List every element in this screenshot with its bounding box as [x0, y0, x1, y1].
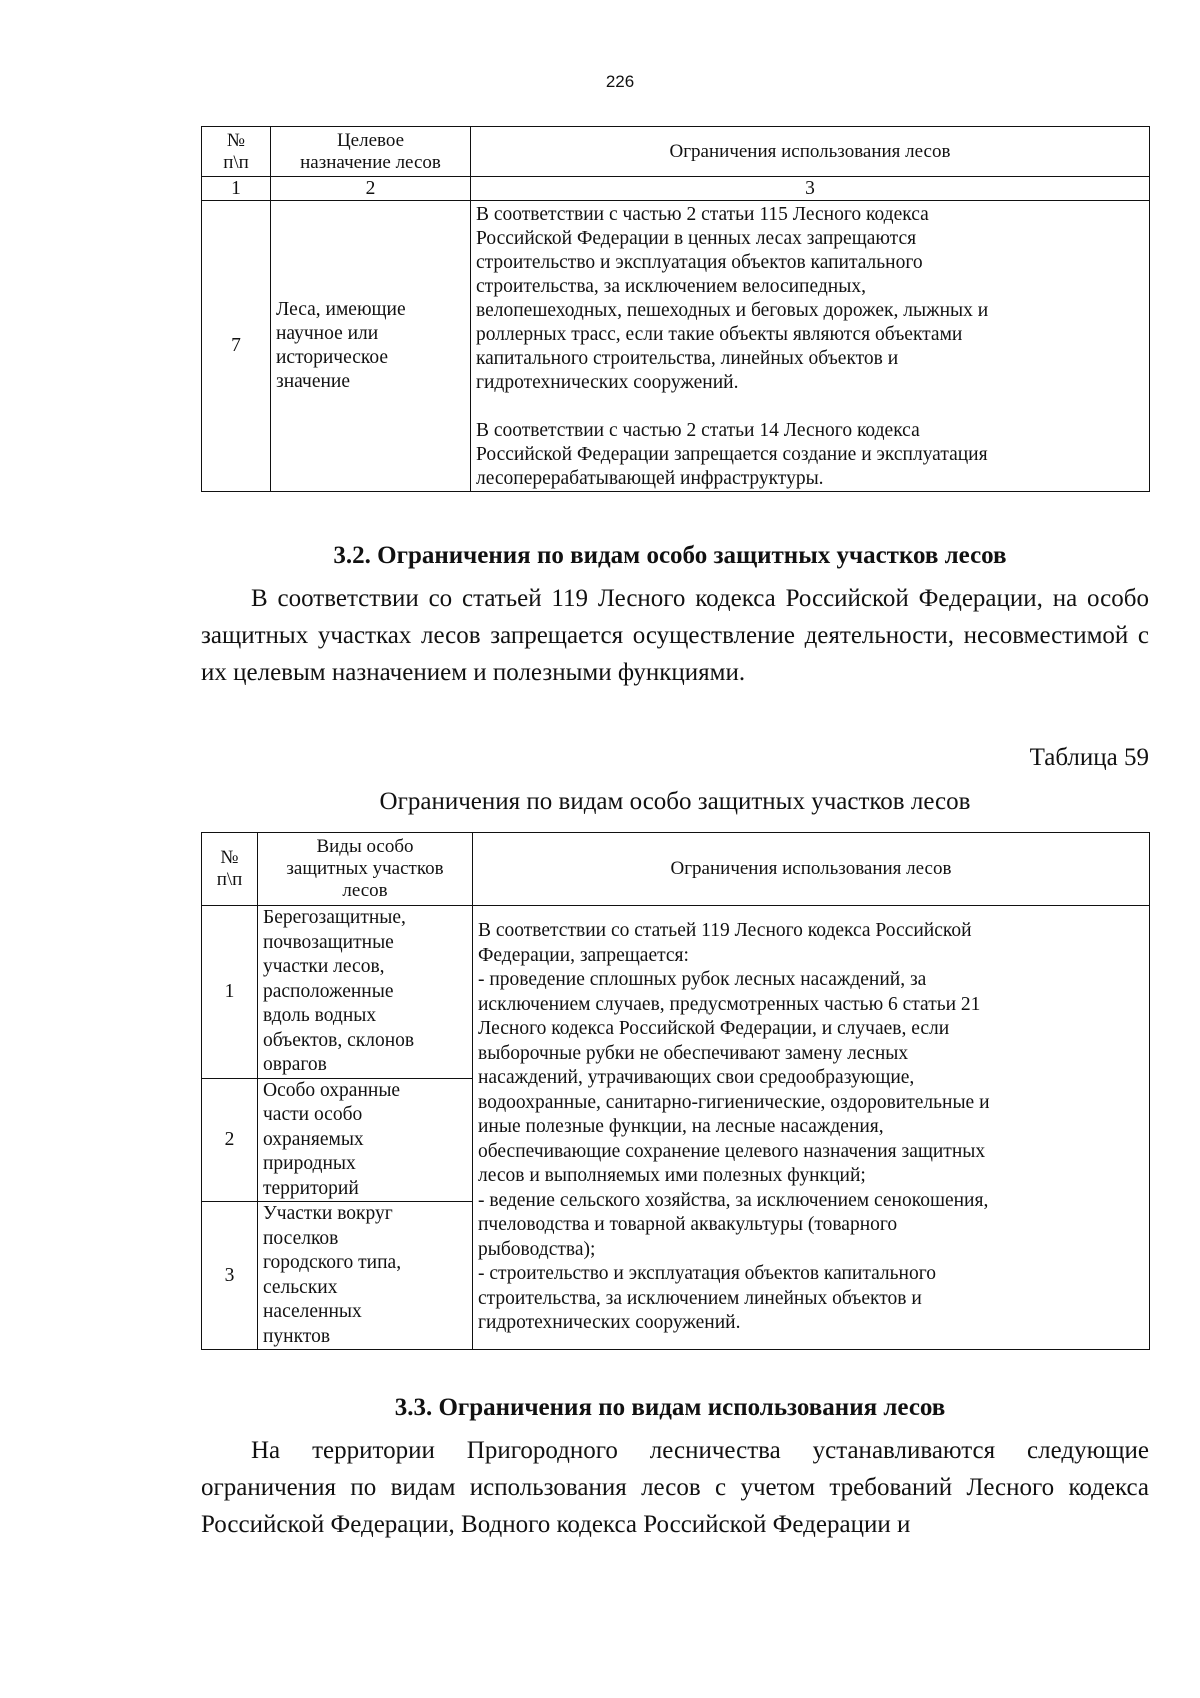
table-protective-forest-areas	[201, 832, 1150, 1350]
column-number-2: 2	[271, 177, 471, 201]
header-cell-area-type: Виды особо защитных участков лесов	[258, 833, 473, 906]
area-type-cell: Участки вокруг поселков городского типа, сельских населенных пунктов	[258, 1202, 473, 1350]
column-number-row	[202, 177, 1150, 201]
table-row	[202, 906, 1150, 1079]
row-number: 2	[202, 1078, 258, 1202]
header-cell-restrictions: Ограничения использования лесов	[471, 127, 1150, 177]
row-number: 3	[202, 1202, 258, 1350]
forest-purpose-cell: Леса, имеющие научное или историческое значение	[271, 201, 471, 492]
header-cell-number: № п\п	[202, 127, 271, 177]
row-number: 7	[202, 201, 271, 492]
table-title: Ограничения по видам особо защитных участков лесов	[379, 788, 971, 815]
page-number: 226	[605, 72, 635, 91]
restriction-paragraph-2: В соответствии с частью 2 статьи 14 Лесного кодекса Российской Федерации запрещается создание и эксплуатация лесоперерабатывающей инфраструктуры.	[476, 420, 988, 489]
header-cell-purpose: Целевое назначение лесов	[271, 127, 471, 177]
area-type-cell: Берегозащитные, почвозащитные участки лесов, расположенные вдоль водных объектов, склонов оврагов	[258, 906, 473, 1079]
table-header-row	[202, 833, 1150, 906]
section-paragraph-3-2: В соответствии со статьей 119 Лесного кодекса Российской Федерации, на особо защитных участках лесов запрещается осуществление деятельности, несовместимой с их целевым назначением и полезными функциями.	[201, 585, 1149, 686]
section-heading-3-2: 3.2. Ограничения по видам особо защитных участков лесов	[333, 542, 1007, 569]
table-forest-purpose-restrictions	[201, 126, 1150, 492]
restriction-cell: В соответствии со статьей 119 Лесного кодекса Российской Федерации, запрещается: - проведение сплошных рубок лесных насаждений, за исключением случаев, предусмотренных частью 6 статьи 21 Лесного кодекса Российской Федерации, и случаев, если выборочные рубки не обеспечивают замену лесных насаждений, утрачивающих свои средообразующие, водоохранные, санитарно-гигиенические, оздоровительные и иные полезные функции, на лесные насаждения, обеспечивающие сохранение целевого назначения защитных лесов и выполняемых ими полезных функций; - ведение сельского хозяйства, за исключением сенокошения, пчеловодства и товарной аквакультуры (товарного рыбоводства); - строительство и эксплуатация объектов капитального строительства, за исключением линейных объектов и гидротехнических сооружений.	[473, 906, 1150, 1350]
section-heading-3-3: 3.3. Ограничения по видам использования лесов	[394, 1394, 946, 1421]
section-paragraph-3-3: На территории Пригородного лесничества устанавливаются следующие ограничения по видам использования лесов с учетом требований Лесного кодекса Российской Федерации, Водного кодекса Российской Федерации и	[201, 1437, 1149, 1538]
column-number-1: 1	[202, 177, 271, 201]
row-number: 1	[202, 906, 258, 1079]
table-header-row	[202, 127, 1150, 177]
header-cell-number: № п\п	[202, 833, 258, 906]
column-number-3: 3	[471, 177, 1150, 201]
header-cell-restrictions: Ограничения использования лесов	[473, 833, 1150, 906]
area-type-cell: Особо охранные части особо охраняемых природных территорий	[258, 1078, 473, 1202]
table-label: Таблица 59	[1029, 744, 1149, 771]
restriction-cell	[471, 201, 1150, 492]
restriction-paragraph-1: В соответствии с частью 2 статьи 115 Лесного кодекса Российской Федерации в ценных лесах запрещаются строительство и эксплуатация объектов капитального строительства, за исключением велосипедных, велопешеходных, пешеходных и беговых дорожек, лыжных и роллерных трасс, если такие объекты являются объектами капитального строительства, линейных объектов и гидротехнических сооружений.	[476, 204, 989, 393]
table-row	[202, 201, 1150, 492]
